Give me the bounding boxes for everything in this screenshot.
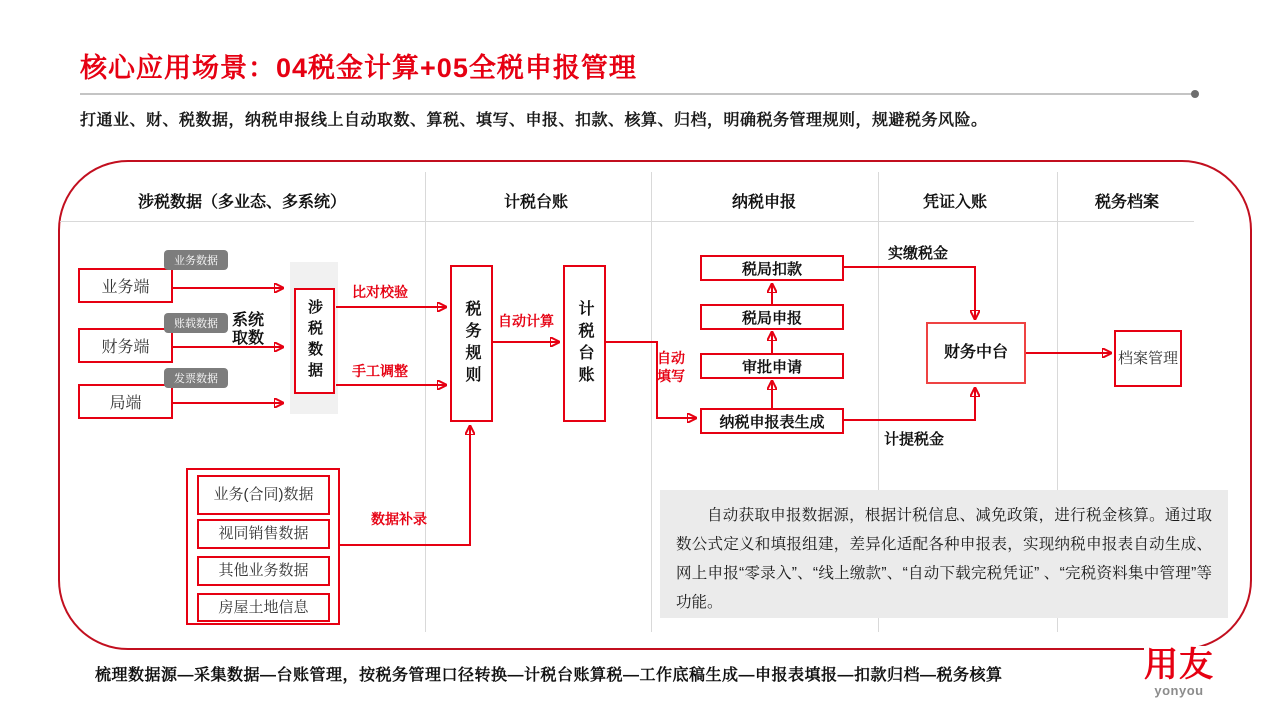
page-subtitle: 打通业、财、税数据，纳税申报线上自动取数、算税、填写、申报、扣款、核算、归档，明确税务管理规则，规避税务风险。	[80, 112, 988, 129]
tag-business-data: 业务数据	[164, 250, 228, 270]
description-panel	[660, 490, 1228, 618]
footer-process-text: 梳理数据源—采集数据—台账管理，按税务管理口径转换—计税台账算税—工作底稿生成—申报表填报—扣款归档—税务核算	[95, 667, 1003, 684]
column-header-archive: 税务档案	[1094, 194, 1160, 211]
node-business-end: 业务端	[78, 268, 173, 303]
tax-rules-text: 税务规则	[463, 299, 480, 388]
node-tax-rules	[450, 265, 493, 422]
label-data-supplement: 数据补录	[371, 511, 427, 527]
tag-ledger-data: 账载数据	[164, 313, 228, 333]
title-underline-dot	[1191, 90, 1199, 98]
node-bureau-deduction: 税局扣款	[700, 255, 844, 281]
logo-cn-text: 用友	[1144, 646, 1214, 684]
node-tax-ledger	[563, 265, 606, 422]
column-header-tax-declare: 纳税申报	[731, 194, 797, 211]
title-underline	[80, 93, 1192, 95]
supplement-item-property-land: 房屋土地信息	[197, 593, 330, 622]
node-tax-data	[294, 288, 335, 394]
supplement-item-contract-data: 业务(合同)数据	[197, 475, 330, 515]
label-auto-calc: 自动计算	[498, 313, 554, 329]
column-header-tax-ledger: 计税台账	[503, 194, 569, 211]
node-bureau-end: 局端	[78, 384, 173, 419]
label-system-fetch: 系统取数	[232, 312, 265, 347]
logo-en-text: yonyou	[1154, 683, 1204, 698]
column-divider-1	[425, 172, 426, 632]
yonyou-logo	[1144, 646, 1214, 697]
label-paid-tax: 实缴税金	[888, 245, 949, 262]
column-header-tax-data: 涉税数据（多业态、多系统）	[137, 194, 347, 211]
label-compare-check: 比对校验	[352, 284, 408, 300]
page-title: 核心应用场景：04税金计算+05全税申报管理	[80, 53, 637, 83]
node-finance-end: 财务端	[78, 328, 173, 363]
node-archive-management: 档案管理	[1114, 330, 1182, 387]
node-approval-request: 审批申请	[700, 353, 844, 379]
supplement-item-deemed-sales: 视同销售数据	[197, 519, 330, 549]
column-header-voucher: 凭证入账	[922, 194, 988, 211]
column-divider-2	[651, 172, 652, 632]
tax-ledger-text: 计税台账	[576, 299, 593, 388]
node-return-generation: 纳税申报表生成	[700, 408, 844, 434]
description-text: 自动获取申报数据源，根据计税信息、减免政策，进行税金核算。通过取数公式定义和填报组建，差异化适配各种申报表，实现纳税申报表自动生成、网上申报“零录入”、“线上缴款”、“自动下载完税凭证” 、“完税资料集中管理”等功能。	[676, 507, 1212, 611]
label-accrued-tax: 计提税金	[884, 431, 945, 448]
label-auto-fill: 自动填写	[657, 350, 685, 384]
header-underline	[60, 221, 1194, 222]
node-finance-middle: 财务中台	[926, 322, 1026, 384]
supplement-item-other-business: 其他业务数据	[197, 556, 330, 586]
tax-data-text: 涉税数据	[306, 299, 323, 383]
node-bureau-declare: 税局申报	[700, 304, 844, 330]
label-manual-adjust: 手工调整	[352, 363, 408, 379]
tag-invoice-data: 发票数据	[164, 368, 228, 388]
